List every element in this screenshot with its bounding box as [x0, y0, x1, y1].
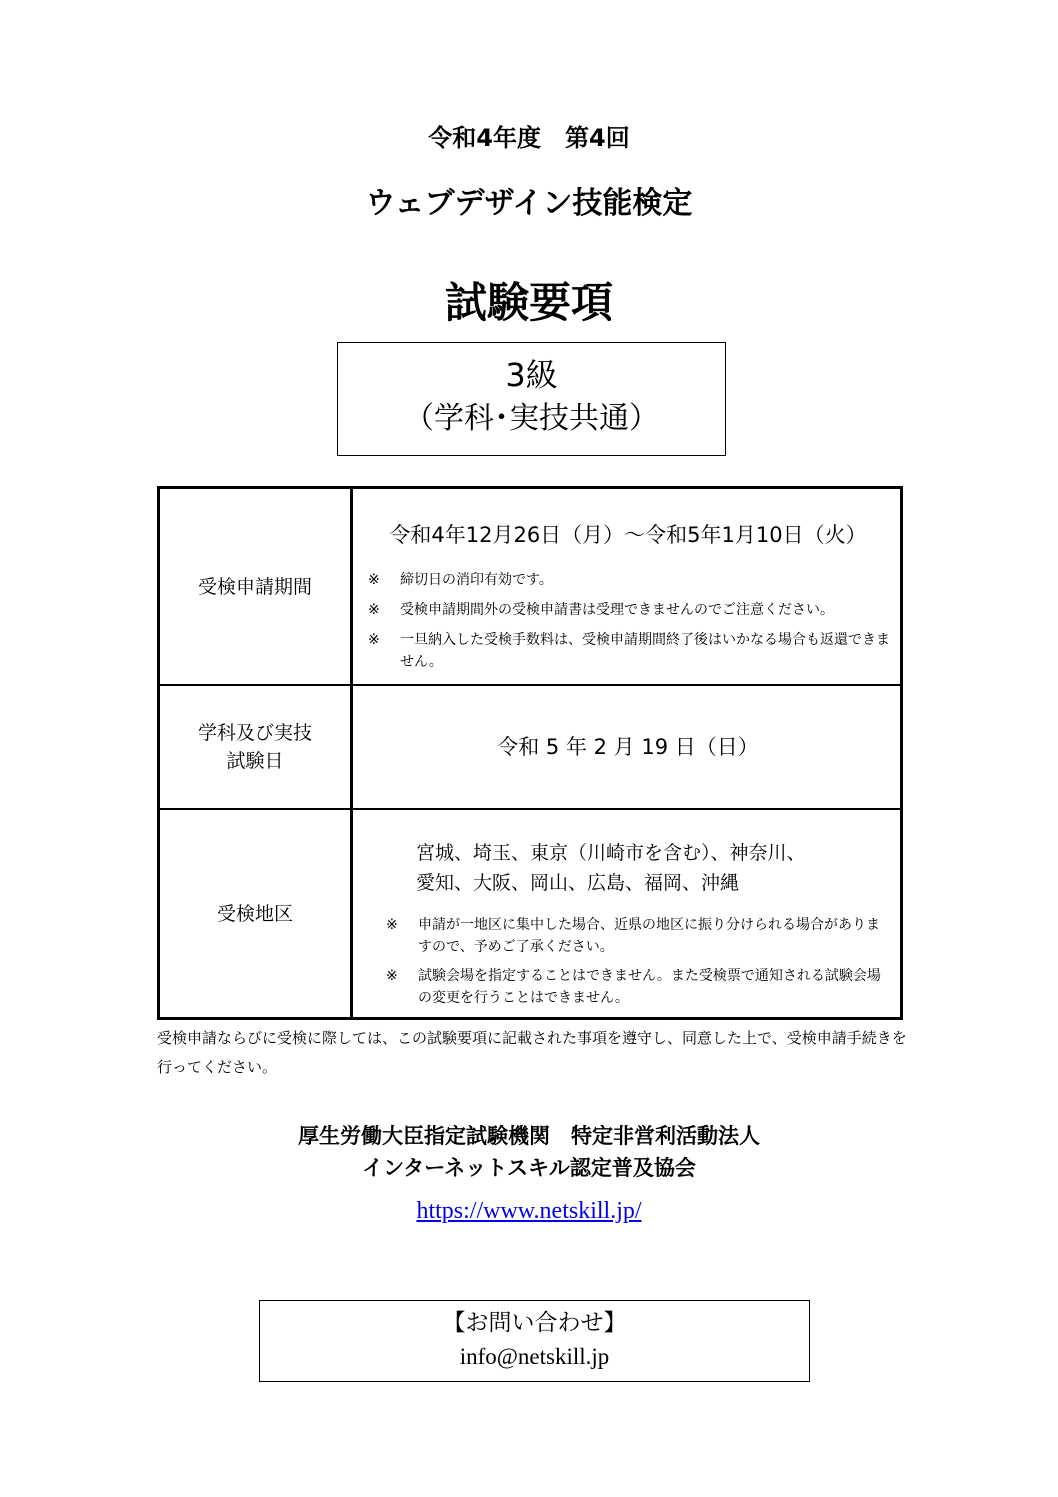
note-text: 受検申請期間外の受検申請書は受理できませんのでご注意ください。	[400, 602, 834, 618]
website-link[interactable]: https://www.netskill.jp/	[416, 1198, 642, 1224]
note-text: 申請が一地区に集中した場合、近県の地区に振り分けられる場合がありますので、予めご了承ください。	[418, 917, 880, 955]
note-text: 締切日の消印有効です。	[400, 572, 553, 588]
region-areas-line1: 宮城、埼玉、東京（川崎市を含む）、神奈川、	[416, 842, 806, 864]
note-mark: ※	[386, 917, 398, 933]
region-cell	[356, 810, 900, 1017]
region-label-text: 受検地区	[216, 902, 293, 925]
note-mark: ※	[368, 632, 380, 648]
note-mark: ※	[368, 602, 380, 618]
exam-date-label-line2: 試験日	[226, 750, 284, 772]
year-round-heading: 令和4年度 第4回	[428, 124, 630, 152]
exam-date-label	[160, 686, 353, 808]
consent-text: 受検申請ならびに受検に際しては、この試験要項に記載された事項を遵守し、同意した上で、受検申請手続きを行ってください。	[157, 1029, 907, 1076]
document-title: 試験要項	[444, 278, 613, 327]
region-note-2	[386, 965, 896, 1009]
application-period-dates: 令和4年12月26日（月）～令和5年1月10日（火）	[389, 523, 867, 547]
application-note-1	[368, 569, 898, 591]
region-areas-line2: 愛知、大阪、岡山、広島、福岡、沖縄	[416, 872, 740, 894]
application-period-label-text: 受検申請期間	[197, 575, 312, 598]
note-mark: ※	[368, 572, 380, 588]
region-note-1	[386, 914, 896, 958]
contact-title: 【お問い合わせ】	[442, 1310, 627, 1335]
application-note-2	[368, 599, 898, 621]
organization-line1: 厚生労働大臣指定試験機関 特定非営利活動法人	[298, 1124, 760, 1148]
exam-date-cell	[356, 686, 900, 808]
table-row-application	[160, 489, 900, 686]
note-mark: ※	[386, 968, 398, 984]
application-period-label	[160, 489, 353, 684]
organization-line2: インターネットスキル認定普及協会	[362, 1156, 696, 1180]
grade-box	[337, 342, 726, 456]
region-areas	[416, 838, 896, 898]
application-period-cell	[356, 489, 900, 684]
grade-scope: （学科･実技共通）	[404, 401, 659, 436]
table-row-region	[160, 810, 900, 1017]
info-table	[157, 486, 903, 1020]
exam-date-label-line1: 学科及び実技	[197, 722, 312, 744]
exam-date-value: 令和 5 年 2 月 19 日（日）	[497, 735, 759, 759]
note-text: 試験会場を指定することはできません。また受検票で通知される試験会場の変更を行うことはできません。	[418, 968, 881, 1006]
table-row-exam-date	[160, 686, 900, 810]
contact-email[interactable]: info@netskill.jp	[459, 1344, 610, 1369]
contact-box	[259, 1300, 810, 1382]
application-note-3	[368, 629, 898, 673]
grade-level: 3級	[505, 356, 558, 394]
region-label	[160, 810, 353, 1017]
exam-name-heading: ウェブデザイン技能検定	[365, 186, 693, 221]
note-text: 一旦納入した受検手数料は、受検申請期間終了後はいかなる場合も返還できません。	[400, 632, 890, 670]
